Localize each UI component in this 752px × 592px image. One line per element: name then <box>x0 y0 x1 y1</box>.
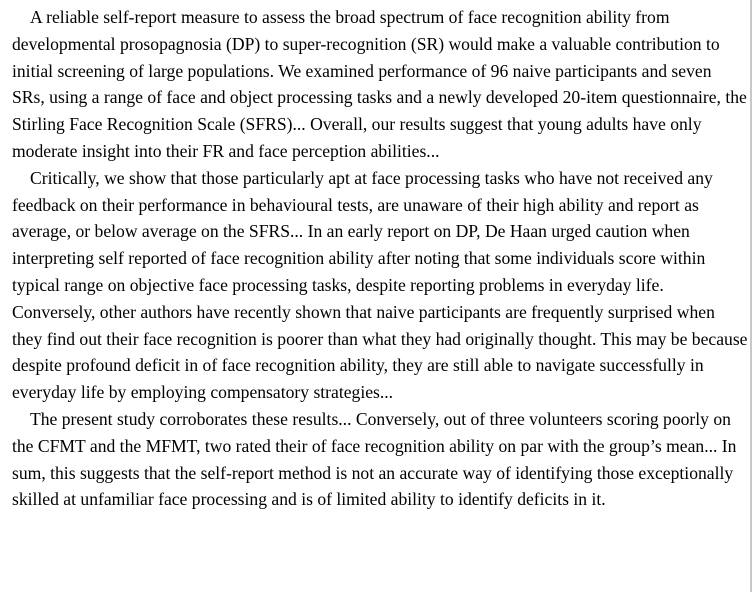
paragraph-1: A reliable self-report measure to assess the broad spectrum of face recognition ability from developmental prosopagnosia (DP) to super-recognition (SR) would make a valuable contribution to initial screening of large populations. We examined performance of 96 naive participants and seven SRs, using a range of face and object processing tasks and a newly developed 20-item questionnaire, the Stirling Face Recognition Scale (SFRS)... Overall, our results suggest that young adults have only moderate insight into their FR and face perception abilities... <box>12 7 747 161</box>
paragraph-3: The present study corroborates these results... Conversely, out of three volunteers scoring poorly on the CFMT and the MFMT, two rated their of face recognition ability on par with the group’s mean... In sum, this suggests that the self-report method is not an accurate way of identifying those exceptionally skilled at unfamiliar face processing and is of limited ability to identify deficits in it. <box>12 408 737 510</box>
paragraph-2: Critically, we show that those particularly apt at face processing tasks who have not received any feedback on their performance in behavioural tests, are unaware of their high ability and report as average, or below average on the SFRS... In an early report on DP, De Haan urged caution when interpreting self reported of face recognition ability after noting that some individuals score within typical range on objective face processing tasks, despite reporting problems in everyday life. Conversely, other authors have recently shown that naive participants are frequently surprised when they find out their face recognition is poorer than what they had originally thought. This may be because despite profound deficit in of face recognition ability, they are still able to navigate successfully in everyday life by employing compensatory strategies... <box>12 167 748 403</box>
document-body <box>12 4 748 513</box>
